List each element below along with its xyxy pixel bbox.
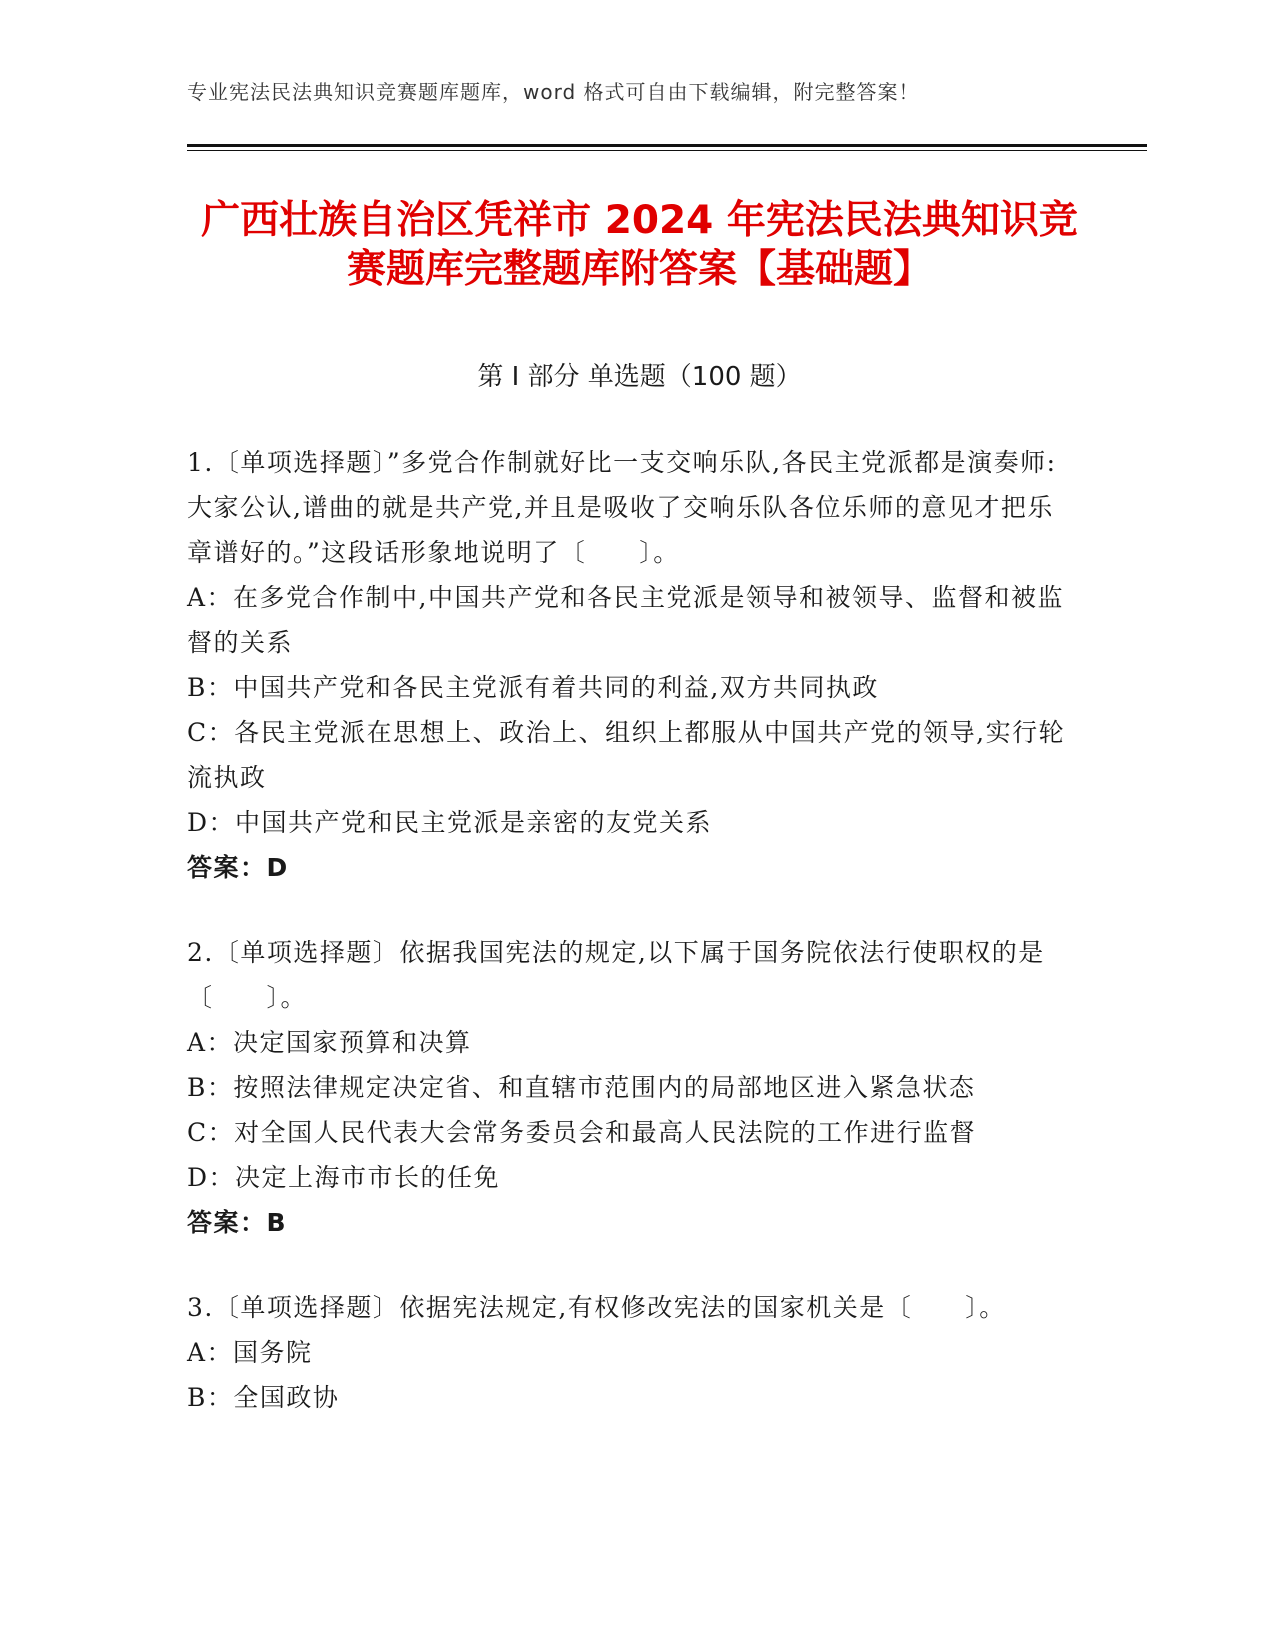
option-b: B：按照法律规定决定省、和直辖市范围内的局部地区进入紧急状态 [187, 1073, 976, 1102]
option-c: C：各民主党派在思想上、政治上、组织上都服从中国共产党的领导,实行轮流执政 [187, 718, 1066, 792]
answer: 答案：B [187, 1208, 288, 1237]
document-title: 广西壮族自治区凭祥市 2024 年宪法民法典知识竞赛题库完整题库附答案【基础题】 [201, 198, 1078, 292]
header-rule [187, 144, 1147, 147]
option-c: C：对全国人民代表大会常务委员会和最高人民法院的工作进行监督 [187, 1118, 977, 1147]
answer: 答案：D [187, 853, 289, 882]
question-stem: 3.〔单项选择题〕依据宪法规定,有权修改宪法的国家机关是〔 〕。 [187, 1293, 1006, 1322]
section-heading: 第 I 部分 单选题（100 题） [477, 362, 802, 392]
header-note: 专业宪法民法典知识竞赛题库题库，word 格式可自由下载编辑，附完整答案！ [187, 80, 920, 104]
option-d: D：中国共产党和民主党派是亲密的友党关系 [187, 808, 713, 837]
option-b: B：中国共产党和各民主党派有着共同的利益,双方共同执政 [187, 673, 879, 702]
option-d: D：决定上海市市长的任免 [187, 1163, 501, 1192]
header-rule-thin [187, 150, 1147, 151]
question-stem: 2.〔单项选择题〕依据我国宪法的规定,以下属于国务院依法行使职权的是〔 〕。 [187, 938, 1045, 1012]
question-list [187, 440, 1072, 1420]
option-a: A：在多党合作制中,中国共产党和各民主党派是领导和被领导、监督和被监督的关系 [187, 583, 1065, 657]
option-a: A：国务院 [187, 1338, 313, 1367]
option-a: A：决定国家预算和决算 [187, 1028, 472, 1057]
question-3 [187, 1285, 1072, 1420]
question-stem: 1.〔单项选择题〕”多党合作制就好比一支交响乐队,各民主党派都是演奏师:大家公认,谱曲的就是共产党,并且是吸收了交响乐队各位乐师的意见才把乐章谱好的。”这段话形象地说明了〔 〕。 [187, 448, 1057, 567]
question-2 [187, 930, 1072, 1245]
question-1 [187, 440, 1072, 890]
option-b: B：全国政协 [187, 1383, 340, 1412]
